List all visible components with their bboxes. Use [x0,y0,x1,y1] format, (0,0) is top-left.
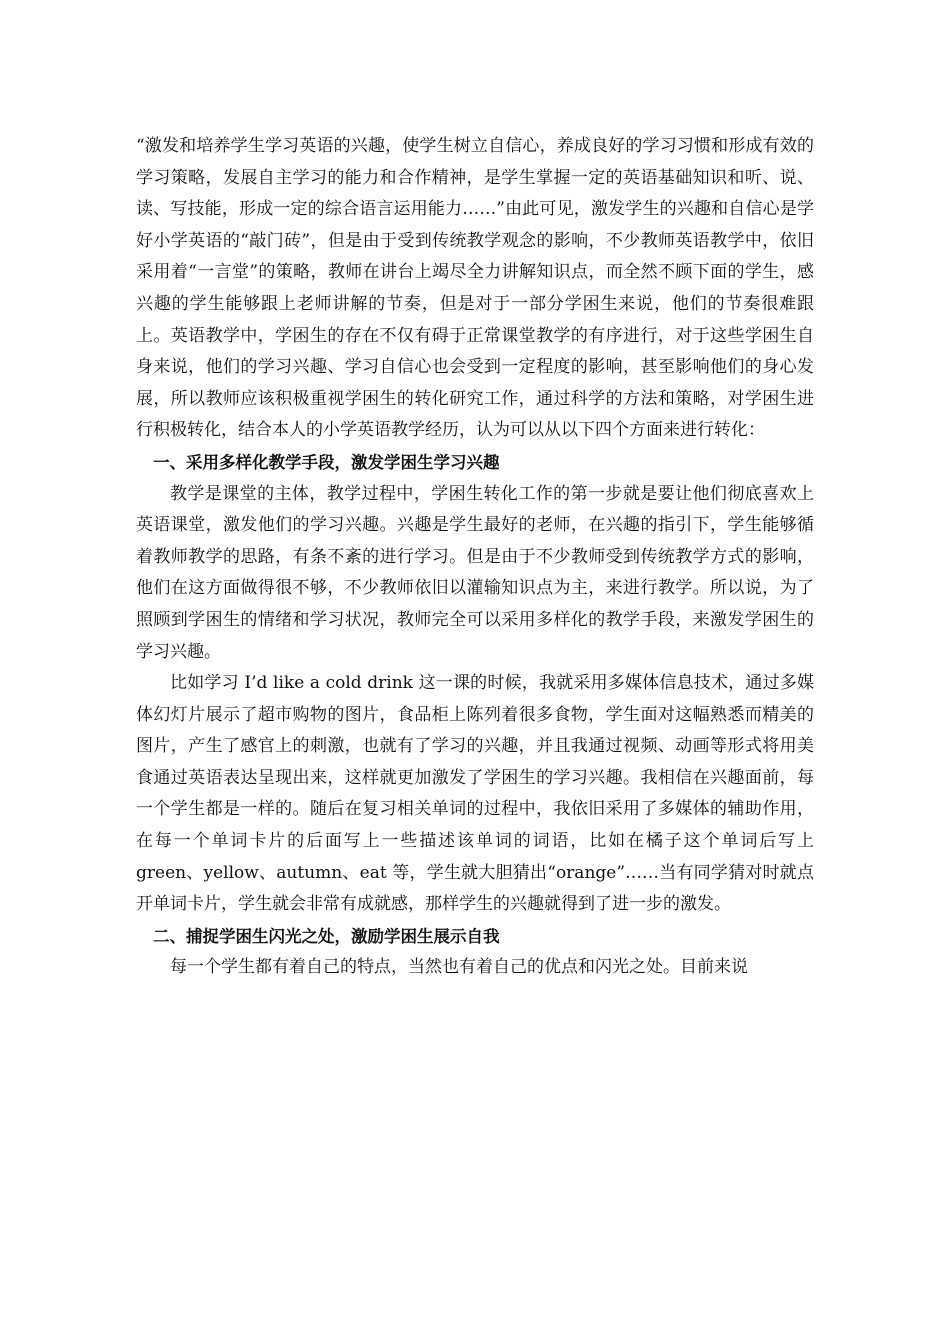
section-heading-1: 一、采用多样化教学手段，激发学困生学习兴趣 [153,452,500,472]
intro-paragraph: “激发和培养学生学习英语的兴趣，使学生树立自信心，养成良好的学习习惯和形成有效的学习策略，发展自主学习的能力和合作精神，是学生掌握一定的英语基础知识和听、说、读、写技能，形成一定的综合语言运用能力……”由此可见，激发学生的兴趣和自信心是学好小学英语的“敲门砖”，但是由于受到传统教学观念的影响，不少教师英语教学中，依旧采用着“一言堂”的策略，教师在讲台上竭尽全力讲解知识点，而全然不顾下面的学生，感兴趣的学生能够跟上老师讲解的节奏，但是对于一部分学困生来说，他们的节奏很难跟上。英语教学中，学困生的存在不仅有碍于正常课堂教学的有序进行，对于这些学困生自身来说，他们的学习兴趣、学习自信心也会受到一定程度的影响，甚至影响他们的身心发展，所以教师应该积极重视学困生的转化研究工作，通过科学的方法和策略，对学困生进行积极转化，结合本人的小学英语教学经历，认为可以从以下四个方面来进行转化： [136,136,814,441]
section-2-paragraph-1: 每一个学生都有着自己的特点，当然也有着自己的优点和闪光之处。目前来说 [170,957,748,978]
document-body [136,131,814,984]
section-1-paragraph-2: 比如学习 I’d like a cold drink 这一课的时候，我就采用多媒体信息技术，通过多媒体幻灯片展示了超市购物的图片，食品柜上陈列着很多食物，学生面对这幅熟悉而精美的图片，产生了感官上的刺激，也就有了学习的兴趣，并且我通过视频、动画等形式将用美食通过英语表达呈现出来，这样就更加激发了学困生的学习兴趣。我相信在兴趣面前，每一个学生都是一样的。随后在复习相关单词的过程中，我依旧采用了多媒体的辅助作用，在每一个单词卡片的后面写上一些描述该单词的词语，比如在橘子这个单词后写上 green、yellow、autumn、eat 等，学生就大胆猜出“orange”……当有同学猜对时就点开单词卡片，学生就会非常有成就感，那样学生的兴趣就得到了进一步的激发。 [136,673,814,915]
section-heading-2: 二、捕捉学困生闪光之处，激励学困生展示自我 [153,926,500,946]
section-1-paragraph-1: 教学是课堂的主体，教学过程中，学困生转化工作的第一步就是要让他们彻底喜欢上英语课堂，激发他们的学习兴趣。兴趣是学生最好的老师，在兴趣的指引下，学生能够循着教师教学的思路，有条不紊的进行学习。但是由于不少教师受到传统教学方式的影响，他们在这方面做得很不够，不少教师依旧以灌输知识点为主，来进行教学。所以说，为了照顾到学困生的情绪和学习状况，教师完全可以采用多样化的教学手段，来激发学困生的学习兴趣。 [136,483,814,662]
